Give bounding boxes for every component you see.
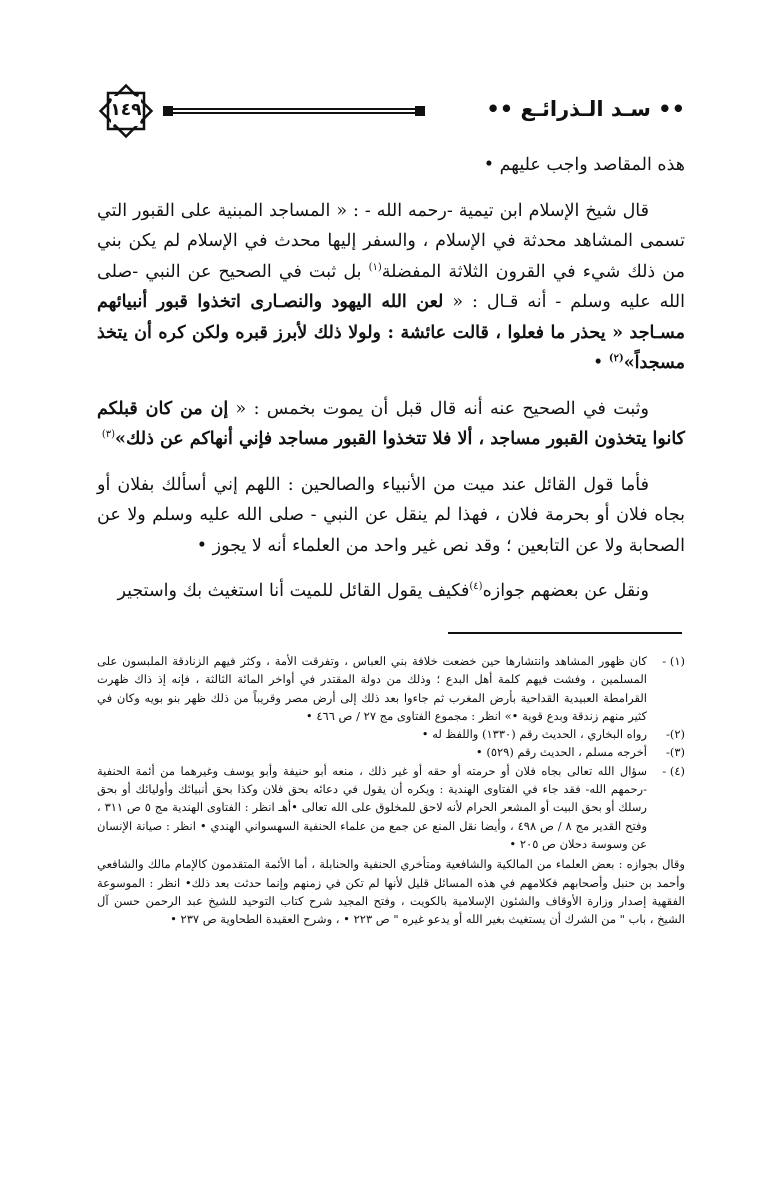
- paragraph-2: [97, 196, 685, 379]
- footnote-ref-2[interactable]: (٢): [608, 353, 624, 365]
- paragraph-3: [97, 394, 685, 455]
- footnote-mark: (٢)-: [665, 727, 685, 742]
- paragraph-4: [97, 470, 685, 562]
- paragraph-text: •: [592, 353, 609, 373]
- hadith-quote: لعن الله اليهود والنصـارى اتخذوا قبور أنبيائهم مسـاجد « يحذر ما فعلوا ، قالت عائشة : ولولا ذلك لأبرز قبره ولكن كره أن يتخذ مسجداً»: [97, 292, 685, 373]
- footnote-mark: (٣)-: [665, 745, 685, 760]
- page-header: [95, 78, 685, 142]
- footnote-ref-4[interactable]: (٤): [469, 581, 483, 593]
- paragraph-text: بل ثبت في الصحيح عن النبي -صلى الله عليه وسلم - أنه قـال : «: [97, 261, 686, 312]
- paragraph-text: قال شيخ الإسلام ابن تيمية -رحمه الله - : « المساجد المبنية على القبور التي تسمى المشاهد محدثة في الإسلام ، والسفر إليها محدث في الإسلام لم يكن بني من ذلك شيء في القرون الثلاثة المفضلة: [97, 200, 685, 282]
- paragraph-text: فكيف يقول القائل للميت أنا استغيث بك واستجير: [117, 581, 470, 601]
- main-text: [97, 150, 685, 607]
- rule-cap-right: [415, 106, 425, 116]
- paragraph-text: هذه المقاصد واجب عليهم •: [483, 155, 685, 175]
- paragraph-text: ونقل عن بعضهم جوازه: [482, 581, 649, 601]
- footnote-1: [97, 652, 685, 725]
- footnote-4-continuation: [97, 855, 685, 928]
- paragraph-5: [97, 576, 685, 607]
- footnote-text: سؤال الله تعالى بجاه فلان أو حرمته أو حقه أو غير ذلك ، منعه أبو حنيفة وأبو يوسف وغيرهما من أئمة الحنفية -رحمهم الله- فقد جاء في الفتاوى الهندية : ويكره أن يقول في دعائه بحق فلان وكذا بحق أنبيائك وأوليائك أو بحق رسلك أو بحق البيت أو المشعر الحرام لأنه لاحق للمخلوق على الله تعالى •أهـ انظر : الفتاوى الهندية مج ٥ ص ٣١١ ، وفتح القدير مج ٨ / ص ٤٩٨ ، وأيضا نقل المنع عن جمع من علماء الحنفية السهسواني الهندي • انظر : صيانة الإنسان عن وسوسة دحلان ص ٢٠٥ •: [97, 763, 647, 851]
- running-title: •• سـد الـذرائـع ••: [486, 97, 685, 121]
- paragraph-text: فأما قول القائل عند ميت من الأنبياء والصالحين : اللهم إني أسألك بفلان أو بجاه فلان أو بحرمة فلان ، فهذا لم ينقل عن النبي - صلى الله عليه وسلم ولا عن الصحابة ولا عن التابعين ؛ وقد نص غير واحد من العلماء أنه لا يجوز •: [97, 474, 685, 556]
- header-rule: [163, 105, 425, 117]
- footnote-text: كان ظهور المشاهد وانتشارها حين خضعت خلافة بني العباس ، وتفرقت الأمة ، وكثر فيهم الزنادقة الملبسون على المسلمين ، وفشت فيهم كلمة أهل البدع ؛ وذلك من دولة المقتدر في أواخر المائة الثالثة ، فإنه إذ ذاك ظهرت القرامطة العبيدية القداحية بأرض المغرب ثم جاءوا بعد ذلك إلى أرض مصر وقريباً من ذلك ظهر بنو بويه وكان في كثير منهم زندقة وبدع قوية •» انظر : مجموع الفتاوى مج ٢٧ / ص ٤٦٦ •: [97, 654, 647, 723]
- paragraph-1: [97, 150, 685, 181]
- footnote-3: [97, 743, 685, 761]
- footnotes: [97, 652, 685, 928]
- footnote-2: [97, 725, 685, 743]
- paragraph-text: وثبت في الصحيح عنه أنه قال قبل أن يموت بخمس : «: [228, 398, 650, 419]
- footnote-text: أخرجه مسلم ، الحديث رقم (٥٢٩) •: [475, 745, 647, 760]
- page-number: ١٤٩: [110, 100, 142, 120]
- page-number-ornament: [95, 80, 157, 142]
- footnote-ref-3[interactable]: (٣): [101, 429, 116, 441]
- footnote-text: وقال بجوازه : بعض العلماء من المالكية والشافعية ومتأخري الحنفية والحنابلة ، أما الأئمة المتقدمون كالإمام مالك والشافعي وأحمد بن حنبل وأصحابهم فكلامهم في هذه المسائل قليل لأنها لم تكن في زمنهم وإنما حدثت بعد ذلك• انظر : الموسوعة الفقهية إصدار وزارة الأوقاف والشئون الإسلامية بالكويت ، وفتح المجيد شرح كتاب التوحيد للشيخ عبد الرحمن حسن آل الشيخ ، باب " من الشرك أن يستغيث بغير الله أو يدعو غيره " ص ٢٢٣ • ، وشرح العقيدة الطحاوية ص ٢٣٧ •: [97, 857, 685, 927]
- rule-cap-left: [163, 106, 173, 116]
- footnote-4: [97, 762, 685, 853]
- footnote-text: رواه البخاري ، الحديث رقم (١٣٣٠) واللفظ له •: [421, 727, 647, 742]
- footnote-mark: (٤) -: [662, 763, 685, 778]
- hadith-quote: إن من كان قبلكم كانوا يتخذون القبور مساجد ، ألا فلا تتخذوا القبور مساجد فإني أنهاكم عن ذلك»: [97, 398, 685, 449]
- footnote-separator: [448, 632, 682, 634]
- rule-line: [173, 108, 415, 114]
- footnote-mark: (١) -: [662, 654, 685, 668]
- footnote-ref-1[interactable]: (١): [368, 261, 382, 273]
